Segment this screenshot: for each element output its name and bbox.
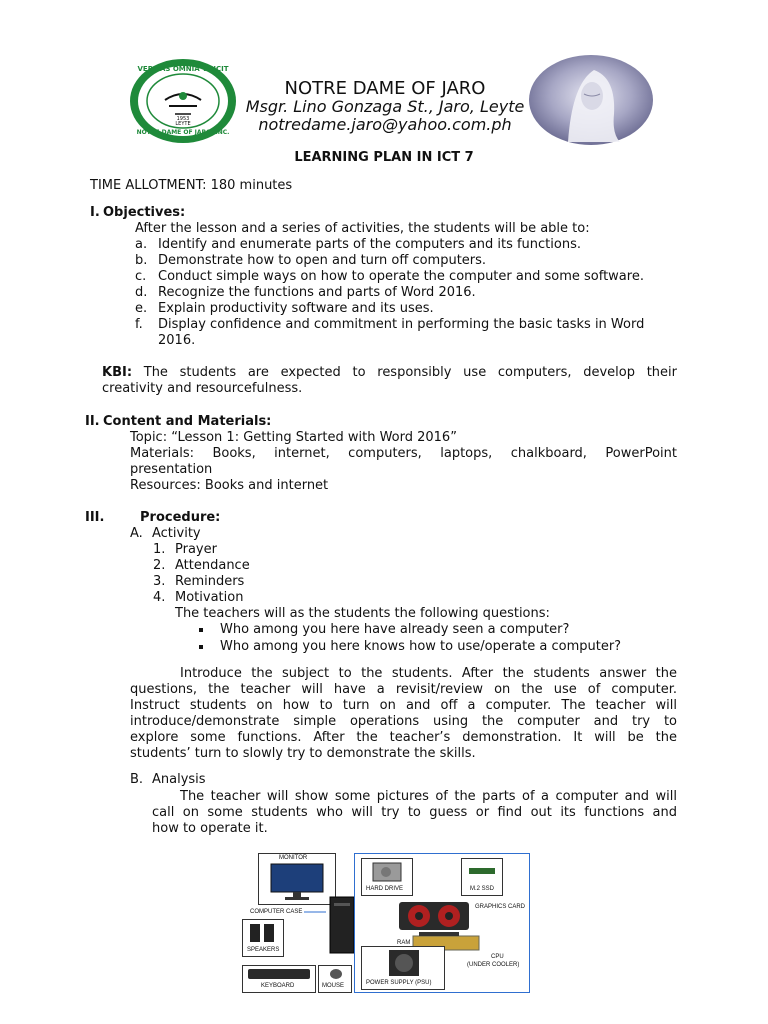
internal-components-panel [354,853,530,993]
step-number: 4. [153,590,166,605]
madonna-icon [528,54,654,146]
speakers-icon [249,922,277,944]
school-email: notredame.jaro@yahoo.com.ph [258,115,512,134]
objective-marker: e. [135,301,148,316]
objective-marker: b. [135,253,148,268]
analysis-paragraph [152,789,677,837]
school-address: Msgr. Lino Gonzaga St., Jaro, Leyte [245,97,525,116]
school-seal-logo [129,58,237,144]
objective-marker: a. [135,237,148,252]
analysis-line: call on some students who will try to guess or find out its functions and [152,805,677,820]
bullet-icon [199,645,203,649]
content-topic: Topic: “Lesson 1: Getting Started with Word 2016” [130,430,457,445]
content-materials: Materials: Books, internet, computers, laptops, chalkboard, PowerPoint [130,446,677,461]
power-supply-icon [388,949,420,977]
monitor-icon [269,863,325,901]
hdd-panel [361,858,413,896]
time-allotment: TIME ALLOTMENT: 180 minutes [90,178,293,193]
content-resources: Resources: Books and internet [130,478,329,493]
objective-item: Explain productivity software and its uses. [158,301,434,316]
question-item: Who among you here have already seen a computer? [220,622,570,637]
psu-label: POWER SUPPLY (PSU) [366,980,432,986]
kbi-block [102,365,677,397]
objective-marker: c. [135,269,147,284]
step-label: Prayer [175,542,217,557]
case-label: COMPUTER CASE [250,909,303,915]
step-label: Reminders [175,574,245,589]
school-name: NOTRE DAME OF JARO [284,78,486,99]
section-number-1: I. [90,205,100,220]
objective-item: Identify and enumerate parts of the computers and its functions. [158,237,581,252]
cpu-label: CPU [491,954,504,960]
activity-marker: A. [130,526,143,541]
speakers-panel [242,919,284,957]
kbi-text-2: creativity and resourcefulness. [102,381,303,396]
gpu-label: GRAPHICS CARD [475,904,526,910]
bullet-icon [199,628,203,632]
step-label: Motivation [175,590,244,605]
hard-drive-icon [372,862,402,882]
analysis-line: The teacher will show some pictures of the parts of a computer and will [180,789,677,804]
monitor-label: MONITOR [279,855,308,861]
objective-item: Demonstrate how to open and turn off computers. [158,253,487,268]
step-number: 2. [153,558,166,573]
objective-marker: d. [135,285,148,300]
paragraph-line: explore some functions. After the teacher’s demonstration. It will be the [130,730,677,745]
psu-panel [361,946,445,990]
objectives-heading: Objectives: [103,205,186,220]
keyboard-panel [242,965,316,993]
step-label: Attendance [175,558,250,573]
section-number-3: III. [85,510,105,525]
paragraph-line: questions, the teacher will have a revisit/review on the use of computer. [130,682,677,697]
keyboard-label: KEYBOARD [261,983,295,989]
paragraph-line: students’ turn to slowly try to demonstrate the skills. [130,746,476,761]
objective-item: Recognize the functions and parts of Word 2016. [158,285,476,300]
ram-label: RAM [397,940,411,946]
analysis-marker: B. [130,772,144,787]
mouse-label: MOUSE [322,983,345,989]
procedure-heading: Procedure: [140,510,221,525]
activity-label: Activity [152,526,201,541]
step-number: 3. [153,574,166,589]
ssd-panel [461,858,503,896]
paragraph-line: introduce/demonstrate simple operations using the computer and try to [130,714,677,729]
objective-marker: f. [135,317,143,332]
objectives-intro: After the lesson and a series of activities, the students will be able to: [135,221,590,236]
seal-year: 1953 [176,116,190,122]
madonna-image [528,54,654,146]
analysis-line: how to operate it. [152,821,268,836]
page-title: LEARNING PLAN IN ICT 7 [294,150,474,165]
cpu-label-2: (UNDER COOLER) [467,962,520,968]
computer-parts-figure [240,851,530,993]
content-heading: Content and Materials: [103,414,272,429]
objective-item: 2016. [158,333,196,348]
activity-paragraph [130,666,677,762]
seal-top-text: VERITAS OMNIA VINCIT [137,65,229,73]
keyboard-icon [247,968,311,980]
paragraph-line: Introduce the subject to the students. After the students answer the [180,666,677,681]
computer-case-icon [328,895,356,955]
hdd-label: HARD DRIVE [366,886,404,892]
section-number-2: II. [85,414,100,429]
paragraph-line: Instruct students on how to turn on and off a computer. The teacher will [130,698,677,713]
objective-item: Display confidence and commitment in performing the basic tasks in Word [158,317,645,332]
speakers-label: SPEAKERS [247,947,280,953]
ssd-label: M.2 SSD [470,886,495,892]
mouse-icon [329,968,343,980]
content-materials-2: presentation [130,462,213,477]
ssd-icon [468,865,496,877]
objective-item: Conduct simple ways on how to operate the computer and some software. [158,269,644,284]
analysis-label: Analysis [152,772,206,787]
motivation-intro: The teachers will as the students the following questions: [175,606,550,621]
kbi-label: KBI: [102,365,133,380]
case-arrow-icon [304,909,330,915]
step-number: 1. [153,542,166,557]
seal-bottom-text: NOTRE DAME OF JARO, INC. [136,129,230,136]
kbi-text: The students are expected to responsibly use computers, develop their [143,365,677,380]
mouse-panel [318,965,352,993]
seal-place: LEYTE [175,121,191,127]
monitor-panel [258,853,336,905]
question-item: Who among you here knows how to use/operate a computer? [220,639,622,654]
